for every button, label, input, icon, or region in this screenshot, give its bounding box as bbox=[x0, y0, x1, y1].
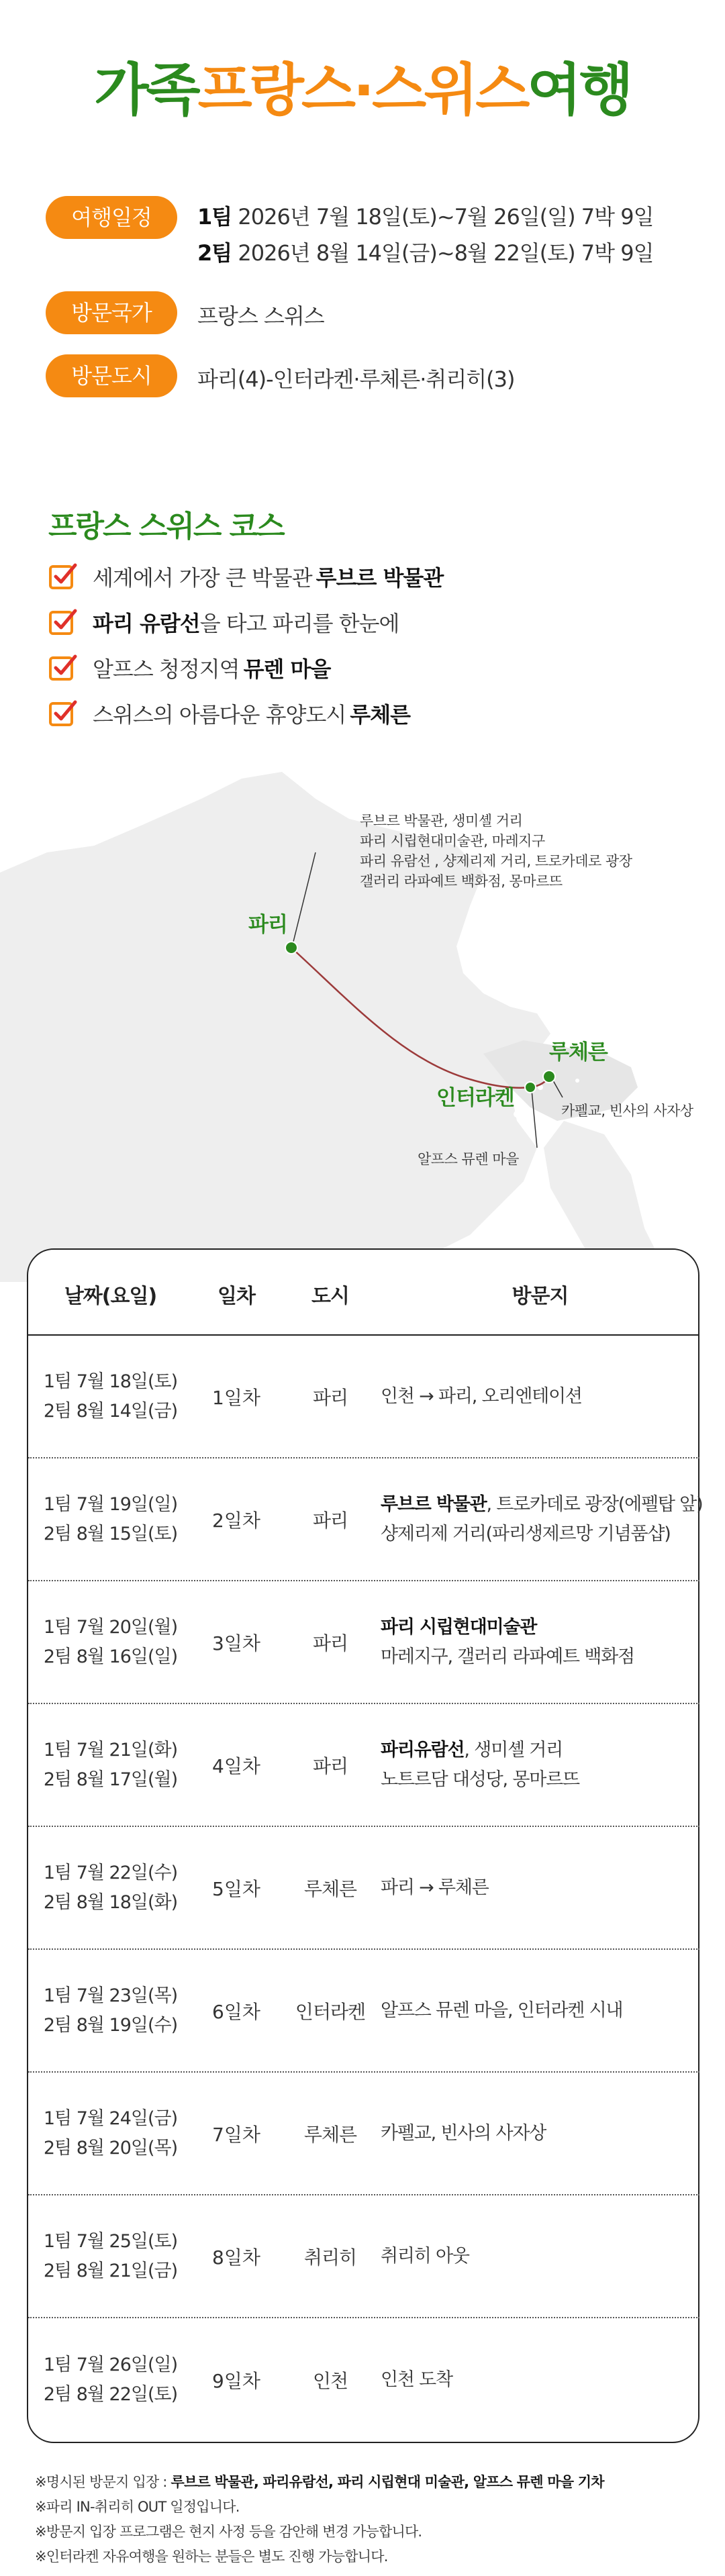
row-visit bbox=[381, 1490, 703, 1549]
team2-date: 2팀 8월 14일(금) bbox=[43, 1400, 178, 1422]
row-day: 1일차 bbox=[212, 1386, 260, 1409]
visit-text: , 생미셸 거리 bbox=[464, 1739, 563, 1761]
row-date bbox=[28, 2350, 193, 2410]
city-text: 파리(4)-인터라켄·루체른·취리히(3) bbox=[197, 366, 515, 392]
row-day: 7일차 bbox=[212, 2123, 260, 2146]
team1-date: 1팀 7월 26일(일) bbox=[43, 2354, 178, 2375]
row-city: 인터라켄 bbox=[295, 2000, 366, 2023]
row-day: 9일차 bbox=[212, 2369, 260, 2392]
visit-highlight: 파리 시립현대미술관 bbox=[381, 1616, 537, 1638]
team1-date: 1팀 7월 25일(토) bbox=[43, 2230, 178, 2252]
row-date bbox=[28, 1981, 193, 2040]
city-label-paris: 파리 bbox=[248, 913, 287, 937]
course-item-louvre bbox=[48, 560, 447, 593]
note-prefix: ※명시된 방문지 입장 : bbox=[35, 2474, 171, 2490]
checkbox-check-icon bbox=[48, 653, 78, 683]
country-badge: 방문국가 bbox=[46, 291, 177, 334]
course-item-cruise bbox=[48, 605, 399, 639]
title-part-travel: 여행 bbox=[527, 57, 631, 123]
note-admissions bbox=[35, 2470, 706, 2495]
team2-date: 2팀 8월 19일(수) bbox=[43, 2014, 178, 2036]
paris-sight-line: 파리 시립현대미술관, 마레지구 bbox=[360, 833, 545, 849]
row-visit bbox=[381, 1736, 696, 1795]
lucerne-sights: 카펠교, 빈사의 사자상 bbox=[561, 1103, 693, 1119]
note-in-out: ※파리 IN-취리히 OUT 일정입니다. bbox=[35, 2499, 240, 2515]
row-city: 취리히 bbox=[303, 2246, 357, 2269]
team2-date: 2팀 8월 15일(토) bbox=[43, 1523, 178, 1544]
row-day: 8일차 bbox=[212, 2246, 260, 2269]
row-visit bbox=[381, 2242, 696, 2271]
course-item-text: 스위스의 아름다운 휴양도시 bbox=[93, 702, 346, 728]
route-map bbox=[0, 772, 725, 1282]
row-day: 4일차 bbox=[212, 1754, 260, 1777]
course-item-highlight: 루브르 박물관 bbox=[316, 565, 444, 591]
row-city: 루체른 bbox=[303, 2123, 357, 2146]
city-badge: 방문도시 bbox=[46, 354, 177, 397]
paris-sight-line: 루브르 박물관, 생미셸 거리 bbox=[360, 813, 523, 829]
team2-dates: 2026년 8월 14일(금)~8월 22일(토) 7박 9일 bbox=[238, 240, 654, 266]
page-title bbox=[0, 57, 725, 123]
row-date bbox=[28, 1367, 193, 1426]
interlaken-sights: 알프스 뮤렌 마을 bbox=[418, 1151, 519, 1167]
table-row bbox=[28, 2073, 699, 2195]
header-city: 도시 bbox=[311, 1285, 349, 1308]
row-visit bbox=[381, 2365, 696, 2395]
city-section bbox=[46, 354, 690, 397]
paris-sights bbox=[360, 811, 632, 891]
visit-highlight: 루브르 박물관 bbox=[381, 1493, 487, 1515]
row-city: 파리 bbox=[312, 1509, 348, 1532]
row-visit bbox=[381, 2119, 696, 2148]
course-item-highlight: 루체른 bbox=[350, 702, 411, 728]
team1-date: 1팀 7월 21일(화) bbox=[43, 1739, 178, 1761]
table-row bbox=[28, 1336, 699, 1458]
visit-text: 인천 도착 bbox=[381, 2369, 452, 2390]
row-visit bbox=[381, 1382, 696, 1411]
row-visit bbox=[381, 1873, 696, 1903]
checkbox-check-icon bbox=[48, 562, 78, 591]
row-date bbox=[28, 1490, 193, 1549]
header-day: 일차 bbox=[218, 1285, 255, 1308]
course-item-highlight: 파리 유람선 bbox=[93, 611, 200, 636]
row-city: 인천 bbox=[312, 2369, 348, 2392]
row-city: 파리 bbox=[312, 1386, 348, 1409]
team2-date: 2팀 8월 21일(금) bbox=[43, 2260, 178, 2281]
row-day: 5일차 bbox=[212, 1877, 260, 1900]
visit-line2: 마레지구, 갤러리 라파예트 백화점 bbox=[381, 1646, 634, 1667]
table-row bbox=[28, 1458, 703, 1581]
visit-text: 인천 → 파리, 오리엔테이션 bbox=[381, 1385, 582, 1407]
city-label-interlaken: 인터라켄 bbox=[436, 1086, 514, 1110]
row-day: 3일차 bbox=[212, 1632, 260, 1654]
team2-date: 2팀 8월 18일(화) bbox=[43, 1891, 178, 1913]
visit-text: 알프스 뮤렌 마을, 인터라켄 시내 bbox=[381, 1999, 623, 2021]
paris-sight-line: 갤러리 라파예트 백화점, 몽마르뜨 bbox=[360, 873, 563, 889]
note-program-change: ※방문지 입장 프로그램은 현지 사정 등을 감안해 변경 가능합니다. bbox=[35, 2524, 422, 2540]
schedule-section bbox=[46, 196, 690, 283]
team1-schedule bbox=[197, 200, 654, 231]
team2-date: 2팀 8월 20일(목) bbox=[43, 2137, 178, 2159]
checkbox-check-icon bbox=[48, 699, 78, 728]
row-date bbox=[28, 1613, 193, 1672]
team1-label: 1팀 bbox=[197, 204, 232, 230]
note-free-travel: ※인터라켄 자유여행을 원하는 분들은 별도 진행 가능합니다. bbox=[35, 2548, 388, 2565]
team1-date: 1팀 7월 19일(일) bbox=[43, 1493, 178, 1515]
visit-highlight: 파리유람선 bbox=[381, 1739, 465, 1761]
country-text: 프랑스 스위스 bbox=[197, 303, 324, 329]
course-item-text-after: 을 타고 파리를 한눈에 bbox=[199, 611, 399, 636]
table-row bbox=[28, 1950, 699, 2073]
row-city: 파리 bbox=[312, 1754, 348, 1777]
row-day: 2일차 bbox=[212, 1509, 260, 1532]
table-row bbox=[28, 1581, 699, 1704]
row-day: 6일차 bbox=[212, 2000, 260, 2023]
title-part-countries: 프랑스·스위스 bbox=[197, 57, 528, 123]
team2-schedule bbox=[197, 236, 654, 267]
visit-text: 파리 → 루체른 bbox=[381, 1877, 489, 1898]
table-row bbox=[28, 2318, 699, 2441]
row-date bbox=[28, 1736, 193, 1795]
course-title: 프랑스 스위스 코스 bbox=[48, 509, 284, 544]
team1-date: 1팀 7월 23일(목) bbox=[43, 1985, 178, 2006]
table-header bbox=[28, 1250, 699, 1336]
visit-text: , 트로카데로 광장(에펠탑 앞) bbox=[486, 1493, 703, 1515]
row-visit bbox=[381, 1996, 696, 2026]
visit-line2: 노트르담 대성당, 몽마르뜨 bbox=[381, 1769, 579, 1790]
table-row bbox=[28, 1827, 699, 1950]
team1-date: 1팀 7월 22일(수) bbox=[43, 1862, 178, 1883]
checkbox-check-icon bbox=[48, 607, 78, 637]
city-label-lucerne: 루체른 bbox=[549, 1040, 608, 1064]
row-city: 파리 bbox=[312, 1632, 348, 1654]
visit-text: 취리히 아웃 bbox=[381, 2245, 469, 2267]
team1-dates: 2026년 7월 18일(토)~7월 26일(일) 7박 9일 bbox=[238, 204, 654, 230]
schedule-badge: 여행일정 bbox=[46, 196, 177, 239]
itinerary-table bbox=[27, 1248, 703, 2443]
footnotes bbox=[35, 2470, 706, 2569]
team2-date: 2팀 8월 22일(토) bbox=[43, 2383, 178, 2405]
paris-sight-line: 파리 유람선 , 샹제리제 거리, 트로카데로 광장 bbox=[360, 853, 632, 869]
row-date bbox=[28, 2227, 193, 2286]
visit-text: 카펠교, 빈사의 사자상 bbox=[381, 2122, 546, 2144]
team2-date: 2팀 8월 16일(일) bbox=[43, 1646, 178, 1667]
course-item-lucerne bbox=[48, 697, 414, 730]
course-item-murren bbox=[48, 651, 334, 685]
table-row bbox=[28, 2195, 699, 2318]
row-city: 루체른 bbox=[303, 1877, 357, 1900]
title-part-family: 가족 bbox=[94, 57, 198, 123]
header-date: 날짜(요일) bbox=[64, 1285, 157, 1308]
team1-date: 1팀 7월 20일(월) bbox=[43, 1616, 178, 1638]
team1-date: 1팀 7월 24일(금) bbox=[43, 2108, 178, 2129]
header-visit: 방문지 bbox=[512, 1285, 569, 1308]
team2-date: 2팀 8월 17일(월) bbox=[43, 1769, 178, 1790]
visit-line2: 샹제리제 거리(파리생제르망 기념품샵) bbox=[381, 1523, 671, 1544]
team1-date: 1팀 7월 18일(토) bbox=[43, 1371, 178, 1392]
course-item-text: 알프스 청정지역 bbox=[93, 656, 240, 682]
row-date bbox=[28, 1859, 193, 1918]
team2-label: 2팀 bbox=[197, 240, 232, 266]
course-item-text: 세계에서 가장 큰 박물관 bbox=[93, 565, 312, 591]
country-section bbox=[46, 291, 690, 334]
note-admission-list: 루브르 박물관, 파리유람선, 파리 시립현대 미술관, 알프스 뮤렌 마을 기차 bbox=[171, 2474, 604, 2490]
table-row bbox=[28, 1704, 699, 1827]
course-item-highlight: 뮤렌 마을 bbox=[243, 656, 331, 682]
row-visit bbox=[381, 1613, 696, 1672]
row-date bbox=[28, 2104, 193, 2163]
